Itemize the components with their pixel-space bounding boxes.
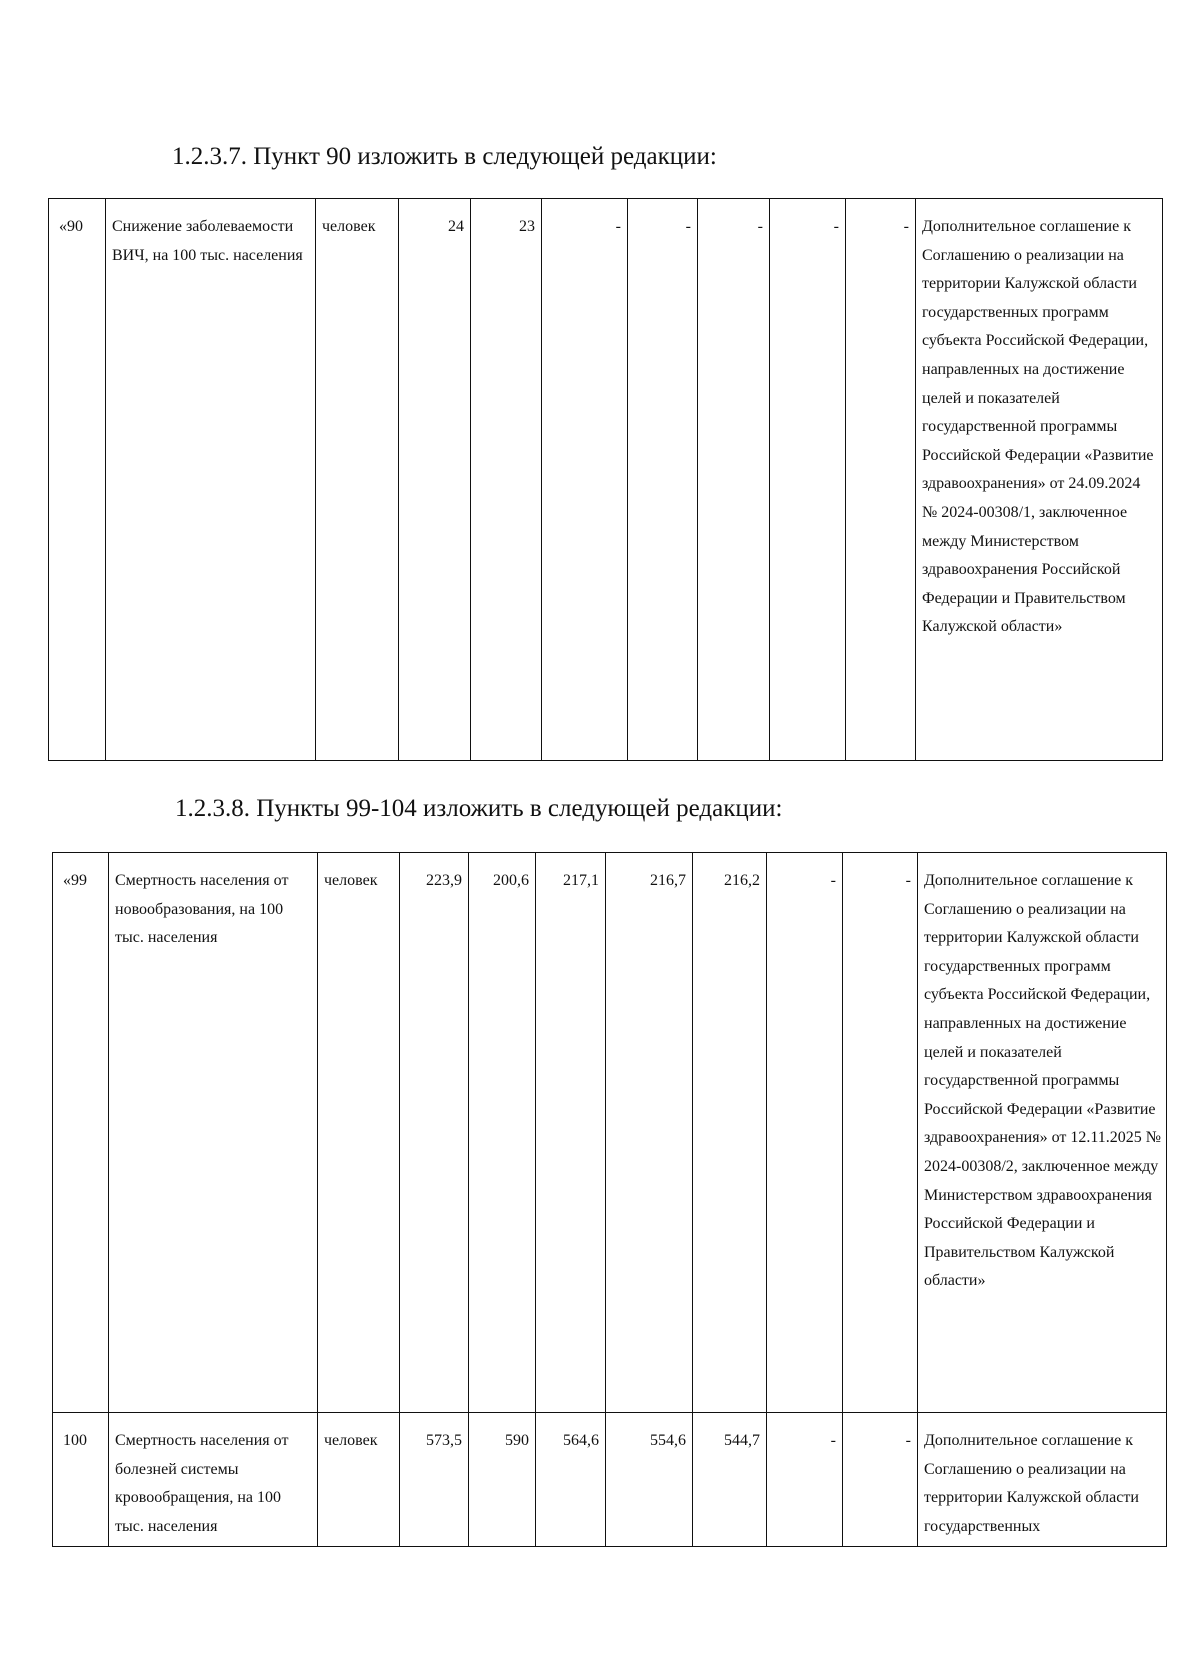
value-cell: - (542, 199, 628, 761)
indicator-table-90 (48, 198, 1163, 761)
indicator-table-99-104 (52, 852, 1167, 1547)
value-cell: - (767, 1413, 843, 1547)
basis-document: Дополнительное соглашение к Соглашению о реализации на территории Калужской области государственных программ субъекта Российской Федерации, направленных на достижение целей и показателей государственной программы Российской Федерации «Развитие здравоохранения» от 24.09.2024 № 2024-00308/1, заключенное между Министерством здравоохранения Российской Федерации и Правительством Калужской области» (916, 199, 1163, 761)
value-cell: 216,7 (606, 853, 693, 1413)
unit-cell: человек (318, 853, 400, 1413)
table-row (53, 1413, 1167, 1547)
value-cell: 23 (471, 199, 542, 761)
value-cell: - (698, 199, 770, 761)
value-cell: 590 (469, 1413, 536, 1547)
section-heading-99-104: 1.2.3.8. Пункты 99-104 изложить в следующей редакции: (175, 795, 783, 822)
value-cell: - (628, 199, 698, 761)
row-number: «90 (49, 199, 106, 761)
row-number: 100 (53, 1413, 109, 1547)
basis-document: Дополнительное соглашение к Соглашению о реализации на территории Калужской области государственных (918, 1413, 1167, 1547)
value-cell: 544,7 (693, 1413, 767, 1547)
value-cell: - (843, 853, 918, 1413)
value-cell: 573,5 (400, 1413, 469, 1547)
value-cell: - (767, 853, 843, 1413)
section-heading-90: 1.2.3.7. Пункт 90 изложить в следующей редакции: (172, 143, 717, 170)
unit-cell: человек (316, 199, 399, 761)
value-cell: 223,9 (400, 853, 469, 1413)
value-cell: 564,6 (536, 1413, 606, 1547)
table-row (53, 853, 1167, 1413)
indicator-name: Смертность населения от болезней системы кровообращения, на 100 тыс. населения (109, 1413, 318, 1547)
indicator-name: Смертность населения от новообразования, на 100 тыс. населения (109, 853, 318, 1413)
value-cell: 24 (399, 199, 471, 761)
value-cell: 200,6 (469, 853, 536, 1413)
value-cell: - (846, 199, 916, 761)
value-cell: 217,1 (536, 853, 606, 1413)
value-cell: 216,2 (693, 853, 767, 1413)
basis-document: Дополнительное соглашение к Соглашению о реализации на территории Калужской области государственных программ субъекта Российской Федерации, направленных на достижение целей и показателей государственной программы Российской Федерации «Развитие здравоохранения» от 12.11.2025 № 2024-00308/2, заключенное между Министерством здравоохранения Российской Федерации и Правительством Калужской области» (918, 853, 1167, 1413)
row-number: «99 (53, 853, 109, 1413)
table-row (49, 199, 1163, 761)
value-cell: 554,6 (606, 1413, 693, 1547)
indicator-name: Снижение заболеваемости ВИЧ, на 100 тыс. населения (106, 199, 316, 761)
value-cell: - (770, 199, 846, 761)
unit-cell: человек (318, 1413, 400, 1547)
value-cell: - (843, 1413, 918, 1547)
